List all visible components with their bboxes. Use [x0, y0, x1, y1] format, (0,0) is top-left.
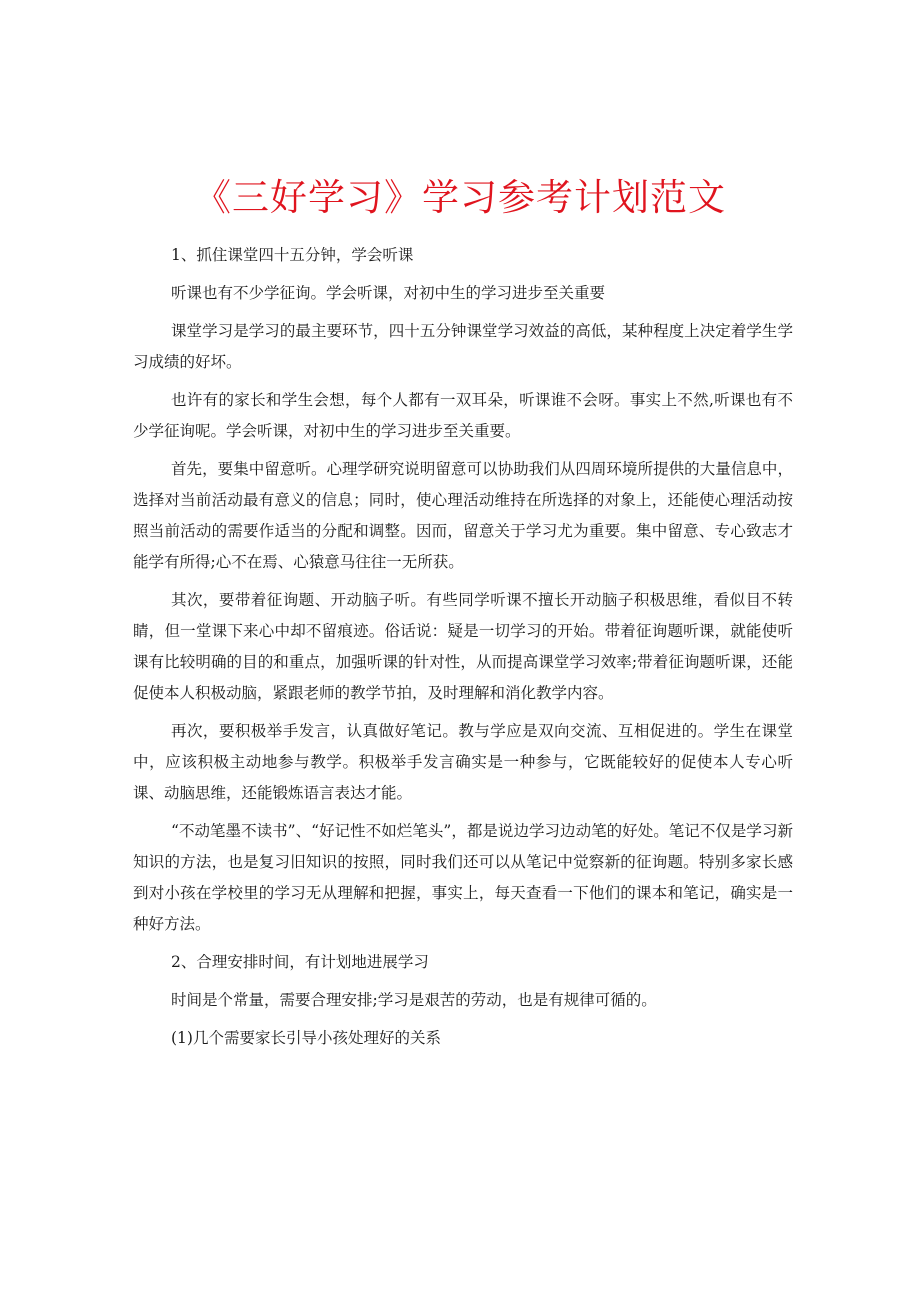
- document-body: [133, 240, 793, 1061]
- paragraph: “不动笔墨不读书”、“好记性不如烂笔头”，都是说边学习边动笔的好处。笔记不仅是学习新知识的方法，也是复习旧知识的按照，同时我们还可以从笔记中觉察新的征询题。特别多家长感到对小孩在学校里的学习无从理解和把握，事实上，每天查看一下他们的课本和笔记，确实是一种好方法。: [133, 822, 793, 933]
- section-heading-1: 1、抓住课堂四十五分钟，学会听课: [171, 246, 414, 264]
- paragraph: 再次，要积极举手发言，认真做好笔记。教与学应是双向交流、互相促进的。学生在课堂中，应该积极主动地参与教学。积极举手发言确实是一种参与，它既能较好的促使本人专心听课、动脑思维，还能锻炼语言表达才能。: [133, 722, 793, 802]
- paragraph: 听课也有不少学征询。学会听课，对初中生的学习进步至关重要: [171, 284, 606, 302]
- subsection-heading: (1)几个需要家长引导小孩处理好的关系: [171, 1029, 441, 1047]
- document-title: 《三好学习》学习参考计划范文: [194, 176, 726, 219]
- paragraph: 首先，要集中留意听。心理学研究说明留意可以协助我们从四周环境所提供的大量信息中，选择对当前活动最有意义的信息；同时，使心理活动维持在所选择的对象上，还能使心理活动按照当前活动的需要作适当的分配和调整。因而，留意关于学习尤为重要。集中留意、专心致志才能学有所得;心不在焉、心猿意马往往一无所获。: [133, 460, 793, 571]
- paragraph: 时间是个常量，需要合理安排;学习是艰苦的劳动，也是有规律可循的。: [171, 991, 657, 1009]
- section-heading-2: 2、合理安排时间，有计划地进展学习: [171, 953, 429, 971]
- paragraph: 其次，要带着征询题、开动脑子听。有些同学听课不擅长开动脑子积极思维，看似目不转睛，但一堂课下来心中却不留痕迹。俗话说：疑是一切学习的开始。带着征询题听课，就能使听课有比较明确的目的和重点，加强听课的针对性，从而提高课堂学习效率;带着征询题听课，还能促使本人积极动脑，紧跟老师的教学节拍，及时理解和消化教学内容。: [133, 591, 793, 702]
- paragraph: 课堂学习是学习的最主要环节，四十五分钟课堂学习效益的高低，某种程度上决定着学生学习成绩的好坏。: [133, 322, 793, 371]
- paragraph: 也许有的家长和学生会想，每个人都有一双耳朵，听课谁不会呀。事实上不然,听课也有不少学征询呢。学会听课，对初中生的学习进步至关重要。: [133, 391, 793, 440]
